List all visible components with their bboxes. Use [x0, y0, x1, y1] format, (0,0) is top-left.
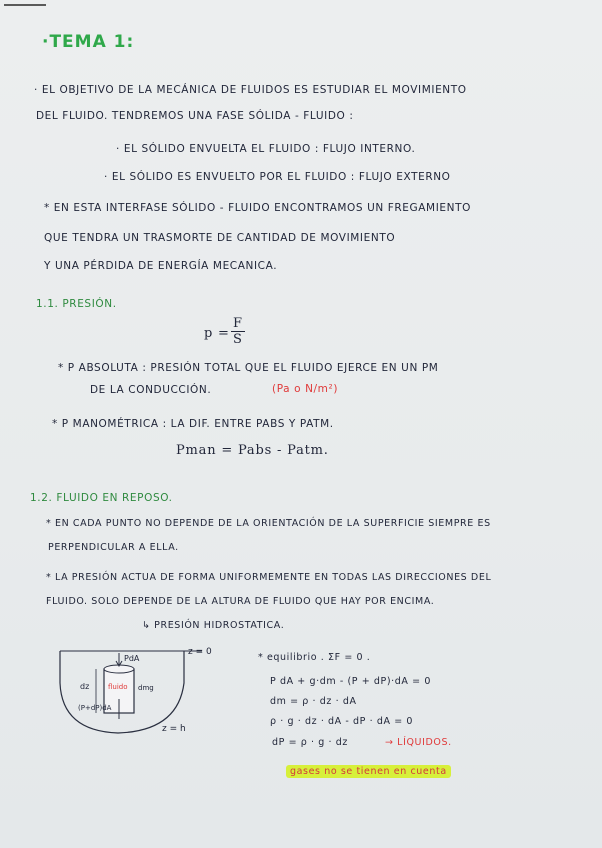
absolute-pressure-line-1: * P ABSOLUTA : PRESIÓN TOTAL QUE EL FLUIDO EJERCE EN UN PM	[58, 362, 439, 374]
pressure-units: (Pa o N/m²)	[272, 383, 339, 395]
page-edge-mark	[4, 4, 46, 6]
rest-line-3: * LA PRESIÓN ACTUA DE FORMA UNIFORMEMENTE EN TODAS LAS DIRECCIONES DEL	[46, 572, 492, 583]
intro-note-1: * EN ESTA INTERFASE SÓLIDO - FLUIDO ENCONTRAMOS UN FREGAMIENTO	[44, 202, 471, 214]
gauge-pressure-line: * P MANOMÉTRICA : LA DIF. ENTRE PABS Y PATM.	[52, 418, 334, 430]
diagram-dz-label: dz	[80, 682, 90, 691]
section-heading-pressure: 1.1. PRESIÓN.	[36, 298, 117, 310]
gauge-pressure-formula: Pman = Pabs - Patm.	[176, 443, 329, 458]
equilibrium-eq-2: dm = ρ · dz · dA	[270, 696, 357, 707]
fluid-element-diagram	[56, 643, 226, 743]
rest-line-1: * EN CADA PUNTO NO DEPENDE DE LA ORIENTACIÓN DE LA SUPERFICIE SIEMPRE ES	[46, 518, 491, 529]
intro-bullet-1: · EL SÓLIDO ENVUELTA EL FLUIDO : FLUJO INTERNO.	[116, 143, 416, 155]
rest-line-2: PERPENDICULAR A ELLA.	[48, 542, 179, 553]
intro-line-2: DEL FLUIDO. TENDREMOS UNA FASE SÓLIDA - FLUIDO :	[36, 110, 354, 122]
gases-highlight: gases no se tienen en cuenta	[286, 765, 451, 778]
intro-bullet-2: · EL SÓLIDO ES ENVUELTO POR EL FLUIDO : FLUJO EXTERNO	[104, 171, 451, 183]
liquids-note: → LÍQUIDOS.	[385, 737, 452, 748]
fraction-numerator: F	[233, 316, 243, 331]
section-heading-rest: 1.2. FLUIDO EN REPOSO.	[30, 492, 173, 504]
equilibrium-heading: * equilibrio . ΣF = 0 .	[258, 652, 371, 663]
rest-line-4: FLUIDO. SOLO DEPENDE DE LA ALTURA DE FLUIDO QUE HAY POR ENCIMA.	[46, 596, 435, 607]
diagram-bottom-force-label: (P+dP)dA	[78, 704, 112, 712]
page-title: ·TEMA 1:	[42, 32, 135, 52]
intro-line-1: · EL OBJETIVO DE LA MECÁNICA DE FLUIDOS ES ESTUDIAR EL MOVIMIENTO	[34, 84, 467, 96]
equilibrium-eq-1: P dA + g·dm - (P + dP)·dA = 0	[270, 676, 431, 687]
equilibrium-eq-4: dP = ρ · g · dz	[272, 737, 348, 748]
fraction-denominator: S	[233, 332, 243, 347]
diagram-z0-label: z = 0	[188, 647, 212, 657]
diagram-fluid-label: fluido	[108, 683, 128, 691]
pressure-formula-lhs: p =	[204, 326, 230, 341]
diagram-top-force-label: PdA	[124, 654, 140, 663]
intro-note-3: Y UNA PÉRDIDA DE ENERGÍA MECANICA.	[44, 260, 278, 272]
gases-note	[286, 766, 451, 777]
intro-note-2: QUE TENDRA UN TRASMORTE DE CANTIDAD DE MOVIMIENTO	[44, 232, 396, 244]
absolute-pressure-line-2: DE LA CONDUCCIÓN.	[90, 384, 212, 396]
diagram-weight-label: dmg	[138, 684, 154, 692]
diagram-zh-label: z = h	[162, 724, 186, 734]
pressure-fraction	[231, 318, 245, 346]
equilibrium-eq-3: ρ · g · dz · dA - dP · dA = 0	[270, 716, 414, 727]
rest-line-5: ↳ PRESIÓN HIDROSTATICA.	[142, 620, 285, 631]
